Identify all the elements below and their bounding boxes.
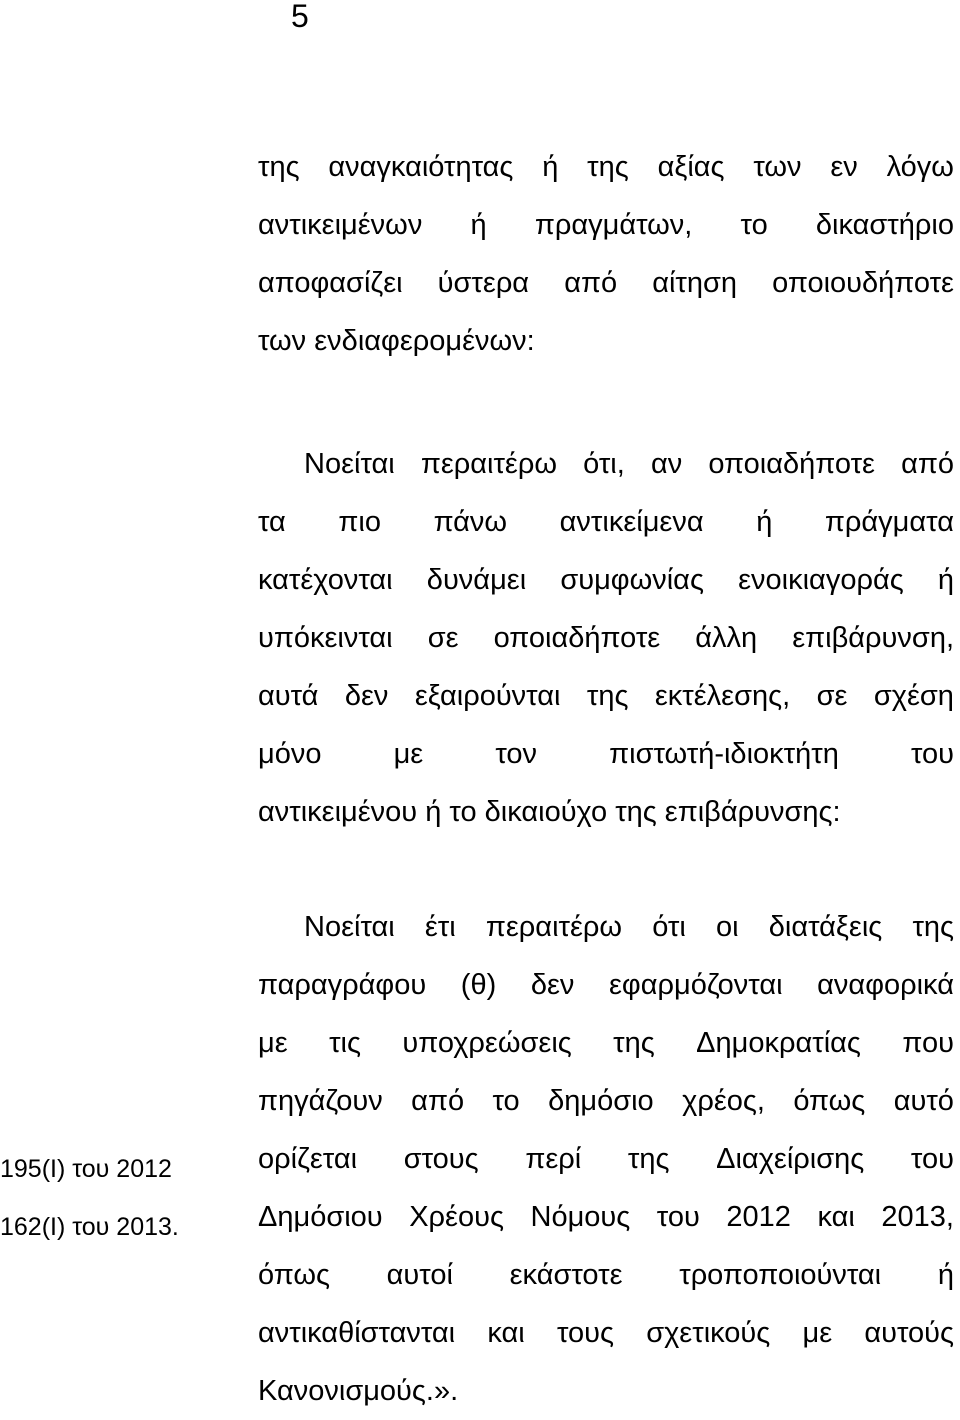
word: τροποποιούνται [679, 1259, 882, 1291]
word: και [487, 1317, 525, 1349]
word: τα [258, 506, 286, 538]
word: δεν [530, 969, 575, 1001]
word: αναγκαιότητας [328, 151, 514, 183]
word: ότι [652, 911, 686, 943]
word: εξαιρούνται [414, 680, 561, 712]
word: έτι [424, 911, 456, 943]
paragraph-line [258, 493, 954, 551]
word: τις [329, 1027, 361, 1059]
word: ύστερα [437, 267, 530, 299]
word: ότι, [583, 448, 625, 480]
word: αυτό [893, 1085, 954, 1117]
word: αν [650, 448, 683, 480]
word: από [411, 1085, 465, 1117]
word: λόγω [886, 151, 954, 183]
word: όπως [258, 1259, 330, 1291]
paragraph-line [258, 196, 954, 254]
word: του [656, 1201, 700, 1233]
word: οι [716, 911, 739, 943]
word: περαιτέρω [420, 448, 557, 480]
margin-note-line: 195(Ι) του 2012 [0, 1155, 172, 1183]
word: Νοείται [304, 911, 395, 943]
word: ή [756, 506, 773, 538]
word: παραγράφου [258, 969, 427, 1001]
paragraph-line: Κανονισμούς.». [258, 1375, 459, 1407]
paragraph-3 [258, 898, 954, 1420]
paragraph-line [258, 1014, 954, 1072]
word: Νόμους [530, 1201, 631, 1233]
word: (θ) [460, 969, 497, 1001]
paragraph-line [258, 1072, 954, 1130]
word: ή [937, 1259, 954, 1291]
margin-reference-notes [0, 1140, 179, 1256]
paragraph-line [258, 1246, 954, 1304]
word: διατάξεις [768, 911, 883, 943]
word: αξίας [657, 151, 725, 183]
paragraph-line [258, 1304, 954, 1362]
word: όπως [793, 1085, 866, 1117]
paragraph-line: των ενδιαφερομένων: [258, 325, 535, 357]
word: μόνο [258, 738, 322, 770]
word: εκτέλεσης, [654, 680, 791, 712]
word: Νοείται [304, 448, 395, 480]
paragraph-1 [258, 138, 954, 370]
word: της [586, 680, 629, 712]
word: στους [403, 1143, 479, 1175]
word: του [910, 1143, 954, 1175]
word: αποφασίζει [258, 267, 403, 299]
word: εκάστοτε [509, 1259, 623, 1291]
word: αυτά [258, 680, 319, 712]
paragraph-line [258, 667, 954, 725]
word: αντικείμενα [559, 506, 704, 538]
word: αίτηση [652, 267, 738, 299]
word: Δημοκρατίας [696, 1027, 861, 1059]
word: περαιτέρω [485, 911, 623, 943]
word: συμφωνίας [560, 564, 704, 596]
word: δικαστήριο [815, 209, 954, 241]
word: με [258, 1027, 288, 1059]
word: χρέος, [682, 1085, 765, 1117]
word: των [753, 151, 802, 183]
word: σε [816, 680, 848, 712]
word: πιστωτή-ιδιοκτήτη [609, 738, 839, 770]
paragraph-line [258, 898, 954, 956]
word: υπόκεινται [258, 622, 393, 654]
word: με [802, 1317, 833, 1349]
paragraph-line [258, 956, 954, 1014]
word: αναφορικά [817, 969, 954, 1001]
word: οποιουδήποτε [772, 267, 954, 299]
paragraph-line [258, 1188, 954, 1246]
word: ή [470, 209, 487, 241]
word: Χρέους [409, 1201, 504, 1233]
paragraph-line [258, 1130, 954, 1188]
word: αυτοί [386, 1259, 453, 1291]
word: με [393, 738, 424, 770]
word: πηγάζουν [258, 1085, 383, 1117]
word: Δημόσιου [258, 1201, 383, 1233]
paragraph-line [258, 551, 954, 609]
word: της [613, 1027, 655, 1059]
word: της [627, 1143, 670, 1175]
word: πάνω [433, 506, 508, 538]
word: δεν [344, 680, 389, 712]
word: αντικαθίστανται [258, 1317, 456, 1349]
word: εφαρμόζονται [609, 969, 783, 1001]
word: υποχρεώσεις [402, 1027, 572, 1059]
word: αντικειμένων [258, 209, 423, 241]
word: 2012 [726, 1201, 791, 1233]
word: το [740, 209, 768, 241]
word: πραγμάτων, [534, 209, 693, 241]
word: ή [542, 151, 559, 183]
word: άλλη [695, 622, 758, 654]
word: πιο [338, 506, 381, 538]
paragraph-line [258, 609, 954, 667]
word: σχέση [873, 680, 954, 712]
word: της [258, 151, 300, 183]
word: του [910, 738, 954, 770]
word: κατέχονται [258, 564, 393, 596]
word: πράγματα [824, 506, 954, 538]
paragraph-2 [258, 435, 954, 841]
word: εν [830, 151, 858, 183]
margin-note-line: 162(Ι) του 2013. [0, 1213, 179, 1241]
paragraph-line [258, 138, 954, 196]
word: σχετικούς [646, 1317, 771, 1349]
word: ορίζεται [258, 1143, 358, 1175]
word: περί [525, 1143, 582, 1175]
paragraph-line: αντικειμένου ή το δικαιούχο της επιβάρυνσης: [258, 796, 841, 828]
word: ενοικιαγοράς [738, 564, 904, 596]
word: το [492, 1085, 520, 1117]
word: από [564, 267, 618, 299]
page-number: 5 [291, 0, 309, 34]
word: επιβάρυνση, [792, 622, 954, 654]
word: δυνάμει [426, 564, 527, 596]
word: οποιαδήποτε [708, 448, 875, 480]
word: και [817, 1201, 855, 1233]
word: 2013, [881, 1201, 954, 1233]
word: από [901, 448, 954, 480]
word: τον [495, 738, 538, 770]
word: δημόσιο [548, 1085, 654, 1117]
word: αυτούς [864, 1317, 954, 1349]
paragraph-line [258, 435, 954, 493]
word: οποιαδήποτε [493, 622, 661, 654]
word: της [587, 151, 629, 183]
paragraph-line [258, 254, 954, 312]
word: ή [937, 564, 954, 596]
word: Διαχείρισης [716, 1143, 865, 1175]
paragraph-line [258, 725, 954, 783]
word: που [902, 1027, 954, 1059]
word: της [912, 911, 954, 943]
word: σε [427, 622, 459, 654]
word: τους [556, 1317, 614, 1349]
